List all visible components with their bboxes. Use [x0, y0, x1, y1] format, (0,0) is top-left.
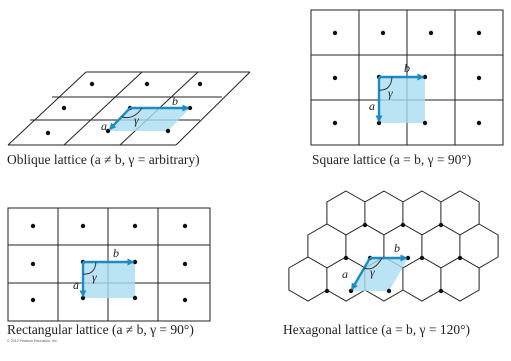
square-lattice [311, 10, 503, 145]
lattice-point [458, 256, 462, 260]
copyright-notice: © 2012 Pearson Education, Inc. [7, 339, 58, 343]
oblique-label-gamma: γ [134, 113, 139, 127]
oblique-lattice [8, 72, 250, 145]
square-label-b: b [404, 61, 410, 75]
oblique-label-b: b [172, 94, 178, 108]
lattice-point [439, 289, 443, 293]
square-label-gamma: γ [388, 86, 393, 100]
caption-square: Square lattice (a = b, γ = 90°) [312, 152, 472, 167]
rectangular-unit-cell [83, 262, 135, 298]
lattice-point [363, 223, 367, 227]
caption-oblique: Oblique lattice (a ≠ b, γ = arbitrary) [7, 152, 200, 167]
lattice-point [349, 289, 353, 293]
hexagonal-lattice [289, 191, 498, 301]
lattice-point [387, 289, 391, 293]
lattice-point [439, 223, 443, 227]
rectangular-label-a: a [73, 278, 79, 292]
hexagonal-label-b: b [394, 241, 400, 255]
lattice-point [325, 289, 329, 293]
lattice-point [344, 256, 348, 260]
square-label-a: a [369, 99, 375, 113]
lattice-point [401, 223, 405, 227]
oblique-label-a: a [101, 119, 107, 133]
lattice-point [406, 256, 410, 260]
rectangular-label-gamma: γ [92, 270, 97, 284]
caption-rectangular: Rectangular lattice (a ≠ b, γ = 90°) [7, 322, 194, 337]
square-unit-cell [379, 77, 425, 123]
hexagonal-label-a: a [342, 267, 348, 281]
caption-hexagonal: Hexagonal lattice (a = b, γ = 120°) [283, 322, 471, 337]
rectangular-label-b: b [113, 246, 119, 260]
lattice-point [420, 256, 424, 260]
rectangular-lattice [8, 208, 210, 321]
hexagonal-label-gamma: γ [370, 265, 375, 279]
